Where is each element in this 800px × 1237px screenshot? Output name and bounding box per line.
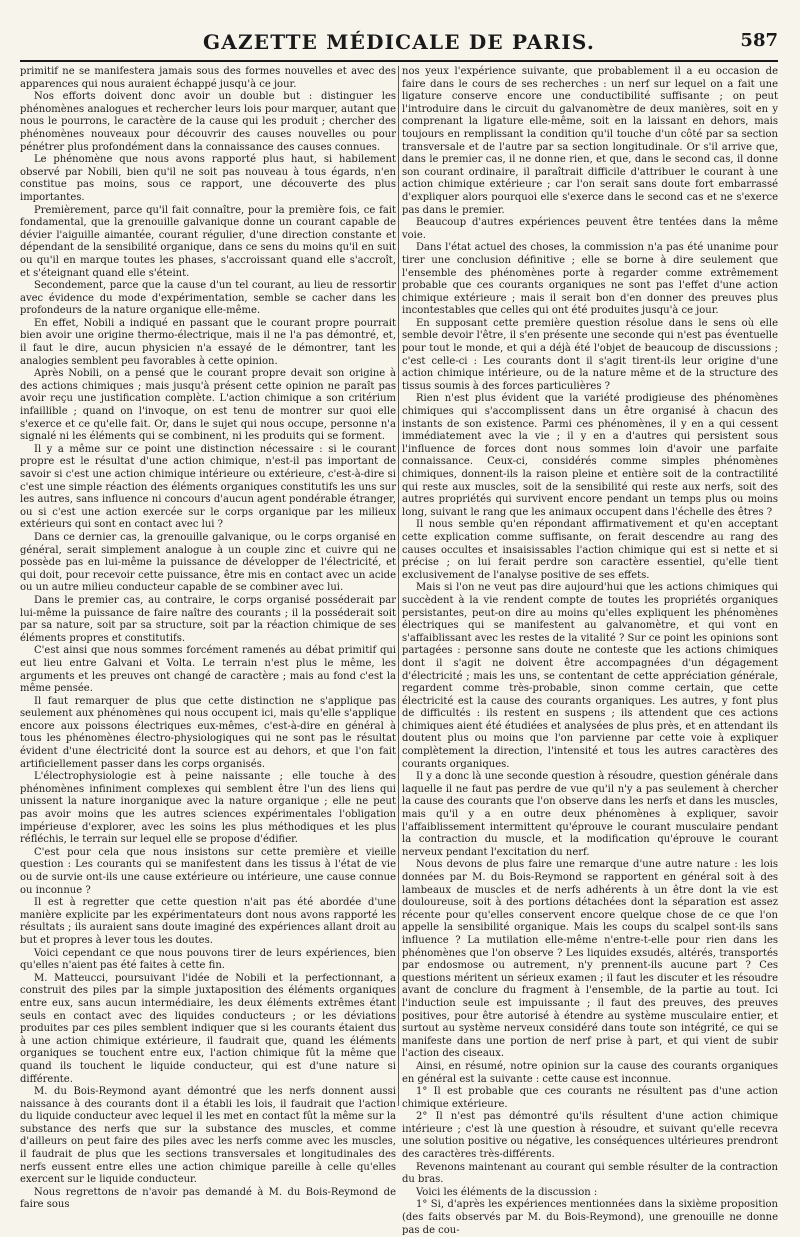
header-rule: [20, 60, 778, 62]
paragraph: Dans le premier cas, au contraire, le corps organisé posséderait par lui-même la puissance de faire naître des courants ; il la posséderait soit par sa nature, soit par sa structure, soit par la réaction chimique de ses éléments propres et constitutifs.: [20, 594, 396, 644]
paragraph: nos yeux l'expérience suivante, que probablement il a eu occasion de faire dans le cours de ses recherches : un nerf sur lequel on a fait une ligature conserve encore une conductibilité suffisante ; on peut l'introduire dans le circuit du galvanomètre de deux manières, soit en y comprenant la ligature elle-même, soit en la laissant en dehors, mais toujours en remplissant la condition qu'il touche d'un côté par sa section transversale et de l'autre par sa section longitudinale. Or s'il arrive que, dans le premier cas, il ne donne rien, et que, dans le second cas, il donne son courant ordinaire, il paraîtrait difficile d'attribuer le courant à une action chimique extérieure ; car l'on serait sans doute fort embarrassé d'expliquer alors pourquoi elle s'exerce dans le second cas et ne s'exerce pas dans le premier.: [402, 66, 778, 216]
paragraph: Il est à regretter que cette question n'ait pas été abordée d'une manière explicite par les expérimentateurs dont nous avons rapporté les résultats ; ils auraient sans doute imaginé des expériences allant droit au but et propres à lever tous les doutes.: [20, 897, 396, 946]
paragraph: M. du Bois-Reymond ayant démontré que les nerfs donnent aussi naissance à des courants dont il a établi les lois, il faudrait que l'action du liquide conducteur avec lequel il les met en contact fût la même sur la substance des nerfs que sur la substance des muscles, et comme d'ailleurs on peut faire des piles avec les nerfs comme avec les muscles, il faudrait de plus que les sections transversales et longitudinales des nerfs eussent entre elles une action chimique pareille à celle qu'elles exercent sur le liquide conducteur.: [20, 1086, 396, 1186]
paragraph: 1° Il est probable que ces courants ne résultent pas d'une action chimique extérieure.: [402, 1086, 778, 1110]
paragraph: Premièrement, parce qu'il fait connaître, pour la première fois, ce fait fondamental, que la grenouille galvanique donne un courant capable de dévier l'aiguille aimantée, courant régulier, d'une direction constante et dépendant de la sensibilité organique, dans ce sens du moins qu'il en suit ou qu'il en marque toutes les phases, s'accroissant quand elle s'accroît, et s'éteignant quand elle s'éteint.: [20, 204, 396, 279]
paragraph: Il y a donc là une seconde question à résoudre, question générale dans laquelle il ne faut pas perdre de vue qu'il n'y a pas seulement à chercher la cause des courants que l'on observe dans les nerfs et dans les muscles, mais qu'il y a en outre deux phénomènes à expliquer, savoir l'affaiblissement intermittent qu'éprouve le courant musculaire pendant la contraction du muscle, et la modification qu'éprouve le courant nerveux pendant l'excitation du nerf.: [402, 771, 778, 858]
paragraph: Nous regrettons de n'avoir pas demandé à M. du Bois-Reymond de faire sous: [20, 1186, 396, 1211]
paragraph: Nos efforts doivent donc avoir un double but : distinguer les phénomènes analogues et rechercher leurs lois pour marquer, autant que nous le pourrons, le caractère de la cause qui les produit ; chercher des phénomènes nouveaux pour découvrir des causes nouvelles ou pour pénétrer plus profondément dans la connaissance des causes connues.: [20, 91, 396, 153]
paragraph: Voici cependant ce que nous pouvons tirer de leurs expériences, bien qu'elles n'aient pas été faites à cette fin.: [20, 947, 396, 972]
paragraph: Beaucoup d'autres expériences peuvent être tentées dans la même voie.: [402, 217, 778, 241]
paragraph: Dans l'état actuel des choses, la commission n'a pas été unanime pour tirer une conclusion définitive ; elle se borne à dire seulement que l'ensemble des phénomènes porte à regarder comme extrêmement probable que ces courants organiques ne sont pas l'effet d'une action chimique extérieure ; mais il serait bon d'en donner des preuves plus incontestables que celles qui ont été produites jusqu'à ce jour.: [402, 242, 778, 317]
paragraph: 2° Il n'est pas démontré qu'ils résultent d'une action chimique intérieure ; c'est là une question à résoudre, et suivant qu'elle recevra une solution positive ou négative, les conséquences ultérieures prendront des caractères très-différents.: [402, 1111, 778, 1161]
paragraph: Il faut remarquer de plus que cette distinction ne s'applique pas seulement aux phénomènes qui nous occupent ici, mais qu'elle s'applique encore aux poissons électriques eux-mêmes, c'est-à-dire en général à tous les phénomènes électro-physiologiques qui ne sont pas le résultat évident d'une électricité dont la source est au dehors, et que l'on fait artificiellement passer dans les corps organisés.: [20, 695, 396, 770]
paragraph: Mais si l'on ne veut pas dire aujourd'hui que les actions chimiques qui succèdent à la vie rendent compte de toutes les propriétés organiques persistantes, peut-on dire au moins qu'elles expliquent les phénomènes électriques qui se manifestent au galvanomètre, et qui vont en s'affaiblissant avec les restes de la vitalité ? Sur ce point les opinions sont partagées : personne sans doute ne conteste que les actions chimiques dont il s'agit ne doivent être accompagnées d'un dégagement d'électricité ; mais les uns, se contentant de cette appréciation générale, regardent comme très-probable, sinon comme certain, que cette électricité est la cause des courants organiques. Les autres, y font plus de difficultés : ils restent en suspens ; ils attendent que ces actions chimiques aient été étudiées et analysées de plus près, et en attendant ils doutent plus ou moins que l'on parvienne par cette voie à expliquer complètement la direction, l'intensité et tous les autres caractères des courants organiques.: [402, 582, 778, 770]
paragraph: Après Nobili, on a pensé que le courant propre devait son origine à des actions chimiques ; mais jusqu'à présent cette opinion ne paraît pas avoir reçu une justification complète. L'action chimique a son critérium infaillible ; quand on l'invoque, on est tenu de montrer sur quoi elle s'exerce et ce qu'elle fait. Or, dans le sujet qui nous occupe, personne n'a signalé ni les éléments qui se combinent, ni les produits qui se forment.: [20, 368, 396, 443]
paragraph: M. Matteucci, poursuivant l'idée de Nobili et la perfectionnant, a construit des piles par la simple juxtaposition des éléments organiques entre eux, sans aucun intermédiaire, les deux éléments extrêmes étant seuls en contact avec des liquides conducteurs ; or les déviations produites par ces piles semblent indiquer que si les courants étaient dus à une action chimique extérieure, il faudrait que, quand les éléments organiques se touchent entre eux, l'action chimique fût la même que quand ils touchent le liquide conducteur, qui est d'une nature si différente.: [20, 972, 396, 1085]
right-column: [402, 66, 778, 1236]
paragraph: Ainsi, en résumé, notre opinion sur la cause des courants organiques en général est la suivante : cette cause est inconnue.: [402, 1060, 778, 1085]
paragraph: Nous devons de plus faire une remarque d'une autre nature : les lois données par M. du Bois-Reymond se rapportent en général soit à des lambeaux de muscles et de nerfs adhérents à un être dont la vie est douloureuse, soit à des portions détachées dont la séparation est assez récente pour qu'elles conservent encore quelque chose de ce que l'on appelle la sensibilité organique. Mais les coups du scalpel sont-ils sans influence ? La mutilation elle-même n'entre-t-elle pour rien dans les phénomènes que l'on observe ? Les liquides exsudés, altérés, transportés par endosmose ou autrement, n'y prennent-ils aucune part ? Ces questions méritent un sérieux examen ; il faut les discuter et les résoudre avant de conclure du fragment à l'ensemble, de la partie au tout. Ici l'induction seule est impuissante ; il faut des preuves, des preuves positives, pour être autorisé à étendre au système musculaire entier, et surtout au système nerveux considéré dans toute son intégrité, ce qui se manifeste dans une portion de nerf prise à part, et qui vient de subir l'action des ciseaux.: [402, 859, 778, 1060]
column-divider: [398, 66, 399, 1106]
paragraph: Il nous semble qu'en répondant affirmativement et qu'en acceptant cette explication comme suffisante, on ferait descendre au rang des causes occultes et insaisissables l'action chimique qui est si nette et si précise ; on lui ferait perdre son caractère essentiel, qu'elle tient exclusivement de l'analyse positive de ses effets.: [402, 519, 778, 581]
paragraph: C'est pour cela que nous insistons sur cette première et vieille question : Les courants qui se manifestent dans les tissus à l'état de vie ou de survie ont-ils une cause extérieure ou intérieure, une cause connue ou inconnue ?: [20, 846, 396, 896]
page-number: 587: [740, 30, 778, 51]
paragraph: Dans ce dernier cas, la grenouille galvanique, ou le corps organisé en général, serait simplement analogue à un couple zinc et cuivre qui ne possède pas en lui-même la puissance de développer de l'électricité, et qui doit, pour recevoir cette puissance, être mis en contact avec un acide ou un autre milieu conducteur capable de se combiner avec lui.: [20, 531, 396, 594]
paragraph: En effet, Nobili a indiqué en passant que le courant propre pourrait bien avoir une origine thermo-électrique, mais il ne l'a pas démontré, et, il faut le dire, aucun physicien n'a essayé de le démontrer, tant les analogies semblent peu favorables à cette opinion.: [20, 317, 396, 367]
page-header: [20, 12, 778, 56]
paragraph: primitif ne se manifestera jamais sous des formes nouvelles et avec des apparences qui nous auraient échappé jusqu'à ce jour.: [20, 66, 396, 90]
paragraph: L'électrophysiologie est à peine naissante ; elle touche à des phénomènes infiniment complexes qui semblent être l'un des liens qui unissent la nature inorganique avec la nature organique ; elle ne peut pas avoir moins que les autres sciences expérimentales l'obligation impérieuse d'explorer, avec les soins les plus méthodiques et les plus réfléchis, le terrain sur lequel elle se propose d'édifier.: [20, 771, 396, 846]
paragraph: Il y a même sur ce point une distinction nécessaire : si le courant propre est le résultat d'une action chimique, n'est-il pas important de savoir si c'est une action chimique intérieure ou extérieure, c'est-à-dire si c'est une simple réaction des éléments organiques constitutifs les uns sur les autres, sans influence ni concours d'aucun agent pondérable étranger, ou si c'est une action exercée sur le corps organique par les milieux extérieurs qui sont en contact avec lui ?: [20, 443, 396, 531]
paragraph: C'est ainsi que nous sommes forcément ramenés au débat primitif qui eut lieu entre Galvani et Volta. Le terrain n'est plus le même, les arguments et les preuves ont changé de caractère ; mais au fond c'est la même pensée.: [20, 645, 396, 695]
journal-title: GAZETTE MÉDICALE DE PARIS.: [202, 30, 595, 54]
paragraph: Rien n'est plus évident que la variété prodigieuse des phénomènes chimiques qui s'accomplissent dans un être organisé à chacun des instants de son existence. Parmi ces phénomènes, il y en a qui cessent immédiatement avec la vie ; il y en a d'autres qui persistent sous l'influence de forces dont nous sommes loin d'avoir une parfaite connaissance. Ceux-ci, considérés comme simples phénomènes chimiques, donnent-ils la raison pleine et entière soit de la contractilité qui reste aux muscles, soit de la sensibilité qui reste aux nerfs, soit des autres propriétés qui survivent encore pendant un temps plus ou moins long, suivant le rang que les animaux occupent dans l'échelle des êtres ?: [402, 393, 778, 518]
paragraph: En supposant cette première question résolue dans le sens où elle semble devoir l'être, il s'en présente une seconde qui n'est pas éventuelle pour tout le monde, et qui a déjà été l'objet de beaucoup de discussions ; c'est celle-ci : Les courants dont il s'agit tirent-ils leur origine d'une action chimique intérieure, ou de la nature même et de la structure des tissus soumis à des forces particulières ?: [402, 317, 778, 392]
paragraph: Revenons maintenant au courant qui semble résulter de la contraction du bras.: [402, 1161, 778, 1186]
paragraph: Le phénomène que nous avons rapporté plus haut, si habilement observé par Nobili, bien qu'il ne soit pas nouveau à tous égards, n'en constitue pas moins, sous ce rapport, une découverte des plus importantes.: [20, 154, 396, 203]
paragraph: Secondement, parce que la cause d'un tel courant, au lieu de ressortir avec évidence du mode d'expérimentation, semble se cacher dans les profondeurs de la nature organique elle-même.: [20, 280, 396, 317]
left-column: [20, 66, 396, 1211]
paragraph: 1° Si, d'après les expériences mentionnées dans la sixième proposition (des faits observés par M. du Bois-Reymond), une grenouille ne donne pas de cou-: [402, 1199, 778, 1236]
paragraph: Voici les éléments de la discussion :: [416, 1186, 598, 1198]
